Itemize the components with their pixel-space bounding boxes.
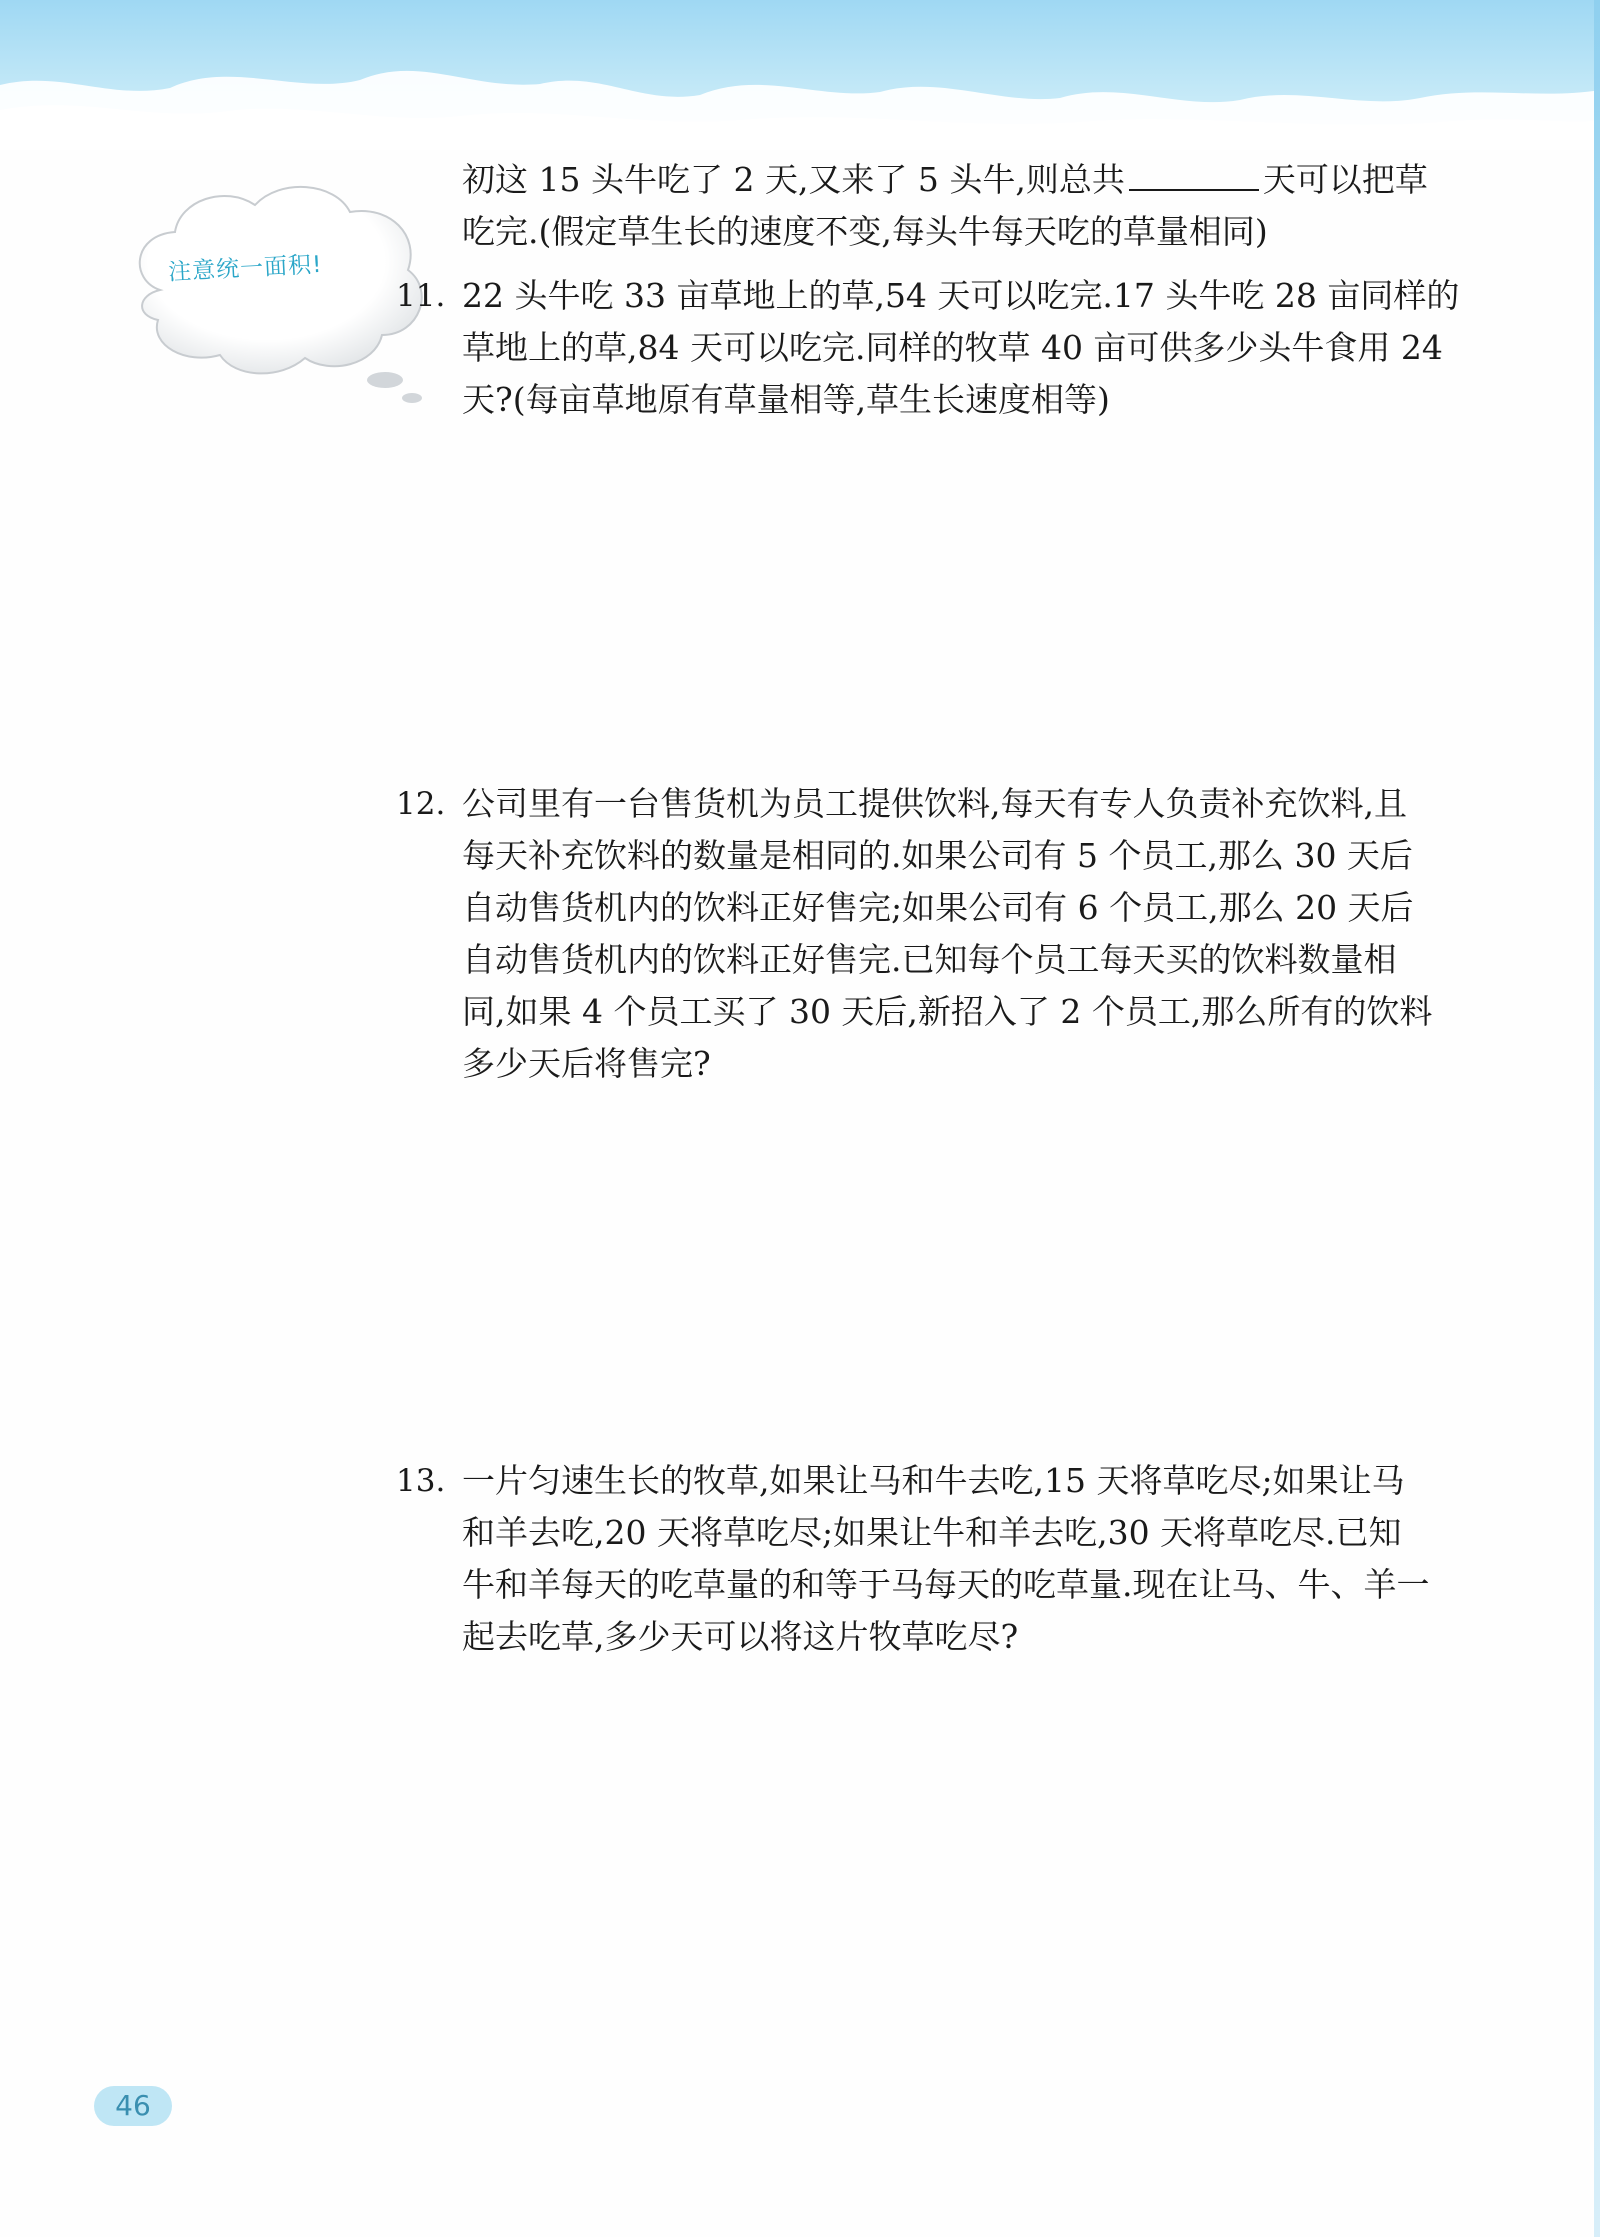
- problem-11-line-1: 22 头牛吃 33 亩草地上的草,54 天可以吃完.17 头牛吃 28 亩同样的: [462, 276, 1460, 315]
- problem-12-number: 12.: [396, 786, 446, 822]
- problem-11-number: 11.: [396, 278, 446, 314]
- tip-note-text: 注意统一面积!: [167, 251, 323, 286]
- problem-12-line-4: 自动售货机内的饮料正好售完.已知每个员工每天买的饮料数量相: [462, 940, 1397, 979]
- answer-blank[interactable]: [1129, 159, 1259, 191]
- problem-10-continuation: [462, 154, 1482, 258]
- problem-12-line-5: 同,如果 4 个员工买了 30 天后,新招入了 2 个员工,那么所有的饮料: [462, 992, 1433, 1031]
- sky-clouds-illustration: [0, 0, 1600, 150]
- problem-12-line-1: 公司里有一台售货机为员工提供饮料,每天有专人负责补充饮料,且: [462, 784, 1407, 823]
- problem-10-text-before-blank: 初这 15 头牛吃了 2 天,又来了 5 头牛,则总共: [462, 160, 1125, 199]
- tip-cloud-bubble: [120, 170, 440, 410]
- problem-13-number: 13.: [396, 1463, 446, 1499]
- problem-13-line-2: 和羊去吃,20 天将草吃尽;如果让牛和羊去吃,30 天将草吃尽.已知: [462, 1513, 1402, 1552]
- header-sky-decoration: [0, 0, 1600, 150]
- problem-11: [396, 270, 1482, 426]
- problem-13: [396, 1455, 1482, 1663]
- problem-13-line-3: 牛和羊每天的吃草量的和等于马每天的吃草量.现在让马、牛、羊一: [462, 1565, 1430, 1604]
- problem-12-line-3: 自动售货机内的饮料正好售完;如果公司有 6 个员工,那么 20 天后: [462, 888, 1414, 927]
- problem-12-line-2: 每天补充饮料的数量是相同的.如果公司有 5 个员工,那么 30 天后: [462, 836, 1413, 875]
- problem-12: [396, 778, 1482, 1090]
- page-number: 46: [115, 2089, 151, 2122]
- problem-12-line-6: 多少天后将售完?: [462, 1044, 711, 1083]
- page-right-edge-stripe: [1594, 0, 1600, 2237]
- problem-10-line-1: [462, 154, 1482, 206]
- problem-11-line-3: 天?(每亩草地原有草量相等,草生长速度相等): [462, 380, 1110, 419]
- problem-10-text-after-blank: 天可以把草: [1262, 160, 1428, 199]
- problem-10-line-2: 吃完.(假定草生长的速度不变,每头牛每天吃的草量相同): [462, 212, 1268, 251]
- problem-13-line-1: 一片匀速生长的牧草,如果让马和牛去吃,15 天将草吃尽;如果让马: [462, 1461, 1405, 1500]
- problem-13-line-4: 起去吃草,多少天可以将这片牧草吃尽?: [462, 1617, 1019, 1656]
- problem-11-line-2: 草地上的草,84 天可以吃完.同样的牧草 40 亩可供多少头牛食用 24: [462, 328, 1443, 367]
